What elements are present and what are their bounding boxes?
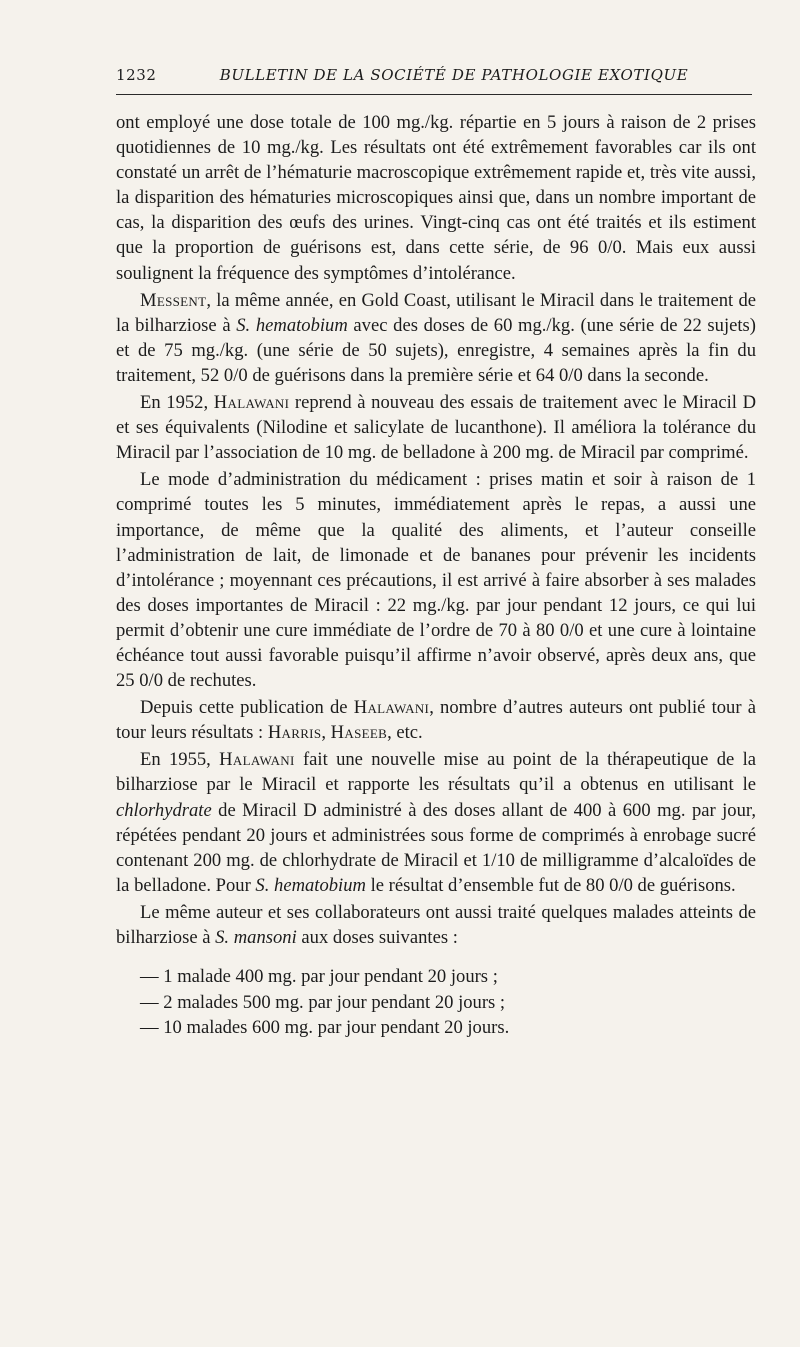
dose-list — [116, 964, 756, 1041]
author-name: Halawani — [353, 697, 430, 719]
page-number: 1232 — [116, 66, 157, 84]
paragraph-7: Le même auteur et ses collaborateurs ont aussi traité quelques malades atteints de bilharziose à S. mansoni aux doses suivantes : — [116, 901, 756, 948]
author-name: Harris — [267, 722, 322, 744]
author-name: Halawani — [219, 749, 295, 771]
paragraph-4: Le mode d’administration du médicament : prises matin et soir à raison de 1 comprimé toutes les 5 minutes, immédiatement après le repas, a aussi une importance, de même que la qualité des aliments, et l’auteur conseille l’administration de lait, de limonade et de bananes pour prévenir les incidents d’intolérance ; moyennant ces précautions, il est arrivé à faire absorber à ses malades des doses importantes de Miracil : 22 mg./kg. par jour pendant 12 jours, ce qui lui permit d’obtenir une cure immédiate de l’ordre de 70 à 80 0/0 et une cure à lointaine échéance tout aussi favorable puisqu’il affirme n’avoir observé, après deux ans, que 25 0/0 de rechutes. — [116, 469, 756, 692]
list-item: — 10 malades 600 mg. par jour pendant 20 jours. — [140, 1017, 510, 1039]
author-name: Haseeb — [330, 722, 388, 744]
header-rule — [116, 94, 752, 95]
paragraph-5: Depuis cette publication de Halawani, nombre d’autres auteurs ont publié tour à tour leurs résultats : Harris, Haseeb, etc. — [116, 697, 756, 744]
running-header — [116, 66, 752, 88]
paragraph-2: Messent, la même année, en Gold Coast, utilisant le Miracil dans le traitement de la bilharziose à S. hematobium avec des doses de 60 mg./kg. (une série de 22 sujets) et de 75 mg./kg. (une série de 50 sujets), enregistre, 4 semaines après la fin du traitement, 52 0/0 de guérisons dans la première série et 64 0/0 dans la seconde. — [116, 289, 756, 386]
species-name: S. hematobium — [255, 874, 366, 896]
author-name: Messent — [140, 289, 207, 311]
list-item: — 1 malade 400 mg. par jour pendant 20 jours ; — [140, 966, 498, 988]
paragraph-1: ont employé une dose totale de 100 mg./kg. répartie en 5 jours à raison de 2 prises quotidiennes de 10 mg./kg. Les résultats ont été extrêmement favorables car ils ont constaté un arrêt de l’hématurie macroscopique extrêmement rapide et, très vite aussi, la disparition des hématuries microscopiques ainsi que, dans un nombre important de cas, la disparition des œufs des urines. Vingt-cinq cas ont été traités et ils estiment que la proportion de guérisons est, dans cette série, de 96 0/0. Mais eux aussi soulignent la fréquence des symptômes d’intolérance. — [116, 112, 756, 284]
article-body — [116, 110, 756, 1041]
compound-name: chlorhydrate — [116, 799, 212, 821]
journal-title: BULLETIN DE LA SOCIÉTÉ DE PATHOLOGIE EXOTIQUE — [219, 66, 689, 84]
paragraph-3: En 1952, Halawani reprend à nouveau des essais de traitement avec le Miracil D et ses équivalents (Nilodine et salicylate de lucanthone). Il améliora la tolérance du Miracil par l’association de 10 mg. de belladone à 200 mg. de Miracil par comprimé. — [116, 392, 757, 464]
species-name: S. mansoni — [215, 927, 297, 948]
list-item: — 2 malades 500 mg. par jour pendant 20 jours ; — [140, 991, 506, 1013]
species-name: S. hematobium — [236, 314, 348, 336]
paragraph-6: En 1955, Halawani fait une nouvelle mise au point de la thérapeutique de la bilharziose par le Miracil et rapporte les résultats qu’il a obtenus en utilisant le chlorhydrate de Miracil D administré à des doses allant de 400 à 600 mg. par jour, répétées pendant 20 jours et administrées sous forme de comprimés à enrobage sucré contenant 200 mg. de chlorhydrate de Miracil et 1/10 de milligramme d’alcaloïdes de la belladone. Pour S. hematobium le résultat d’ensemble fut de 80 0/0 de guérisons. — [116, 749, 756, 896]
author-name: Halawani — [213, 392, 290, 414]
